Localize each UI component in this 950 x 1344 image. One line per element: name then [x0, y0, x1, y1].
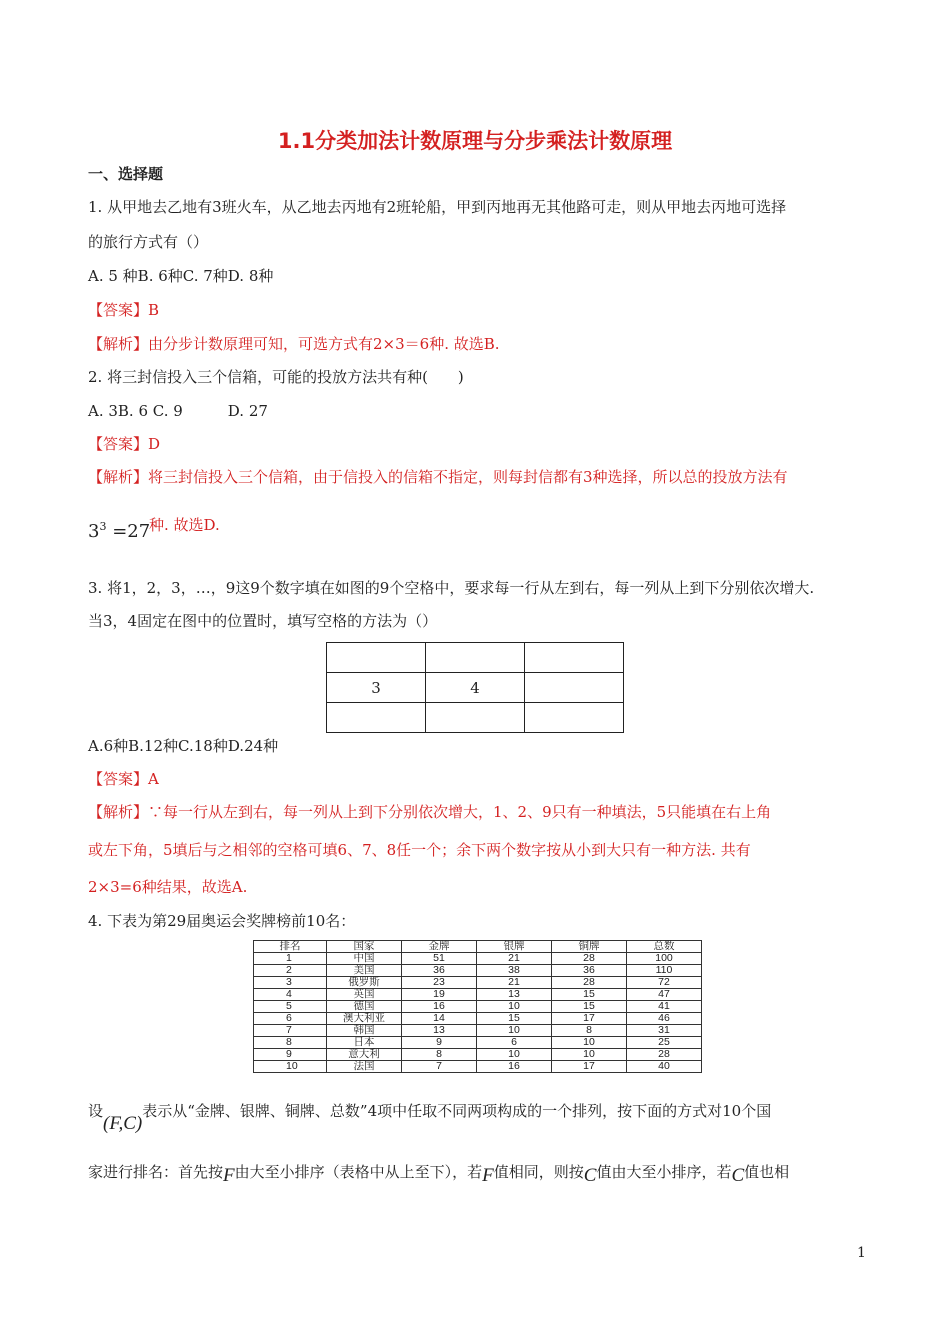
table-cell: 法国 — [327, 1061, 402, 1073]
q4-text-segment: 值也相 — [744, 1163, 790, 1181]
column-header: 金牌 — [402, 941, 477, 953]
table-cell: 28 — [627, 1049, 702, 1061]
q2-formula — [88, 520, 150, 542]
table-row — [254, 1049, 702, 1061]
table-cell: 17 — [552, 1013, 627, 1025]
table-cell: 17 — [552, 1061, 627, 1073]
q3-stem-line1: 3. 将1，2，3，…，9这9个数字填在如图的9个空格中，要求每一行从左到右，每一列从上到下分别依次增大. — [88, 579, 815, 597]
pair-notation: (F,C) — [103, 1113, 143, 1134]
q2-answer: 【答案】D — [88, 435, 161, 453]
grid-cell: 4 — [426, 673, 525, 703]
table-row — [254, 1001, 702, 1013]
table-cell: 3 — [254, 977, 327, 989]
table-row — [254, 953, 702, 965]
column-header: 排名 — [254, 941, 327, 953]
table-cell: 韩国 — [327, 1025, 402, 1037]
table-cell: 10 — [477, 1049, 552, 1061]
table-cell: 16 — [477, 1061, 552, 1073]
table-cell: 日本 — [327, 1037, 402, 1049]
page-number: 1 — [857, 1245, 866, 1261]
q3-analysis-line3: 2×3=6种结果，故选A. — [88, 878, 248, 896]
table-cell: 14 — [402, 1013, 477, 1025]
table-cell: 4 — [254, 989, 327, 1001]
table-cell: 110 — [627, 965, 702, 977]
page-title: 1.1分类加法计数原理与分步乘法计数原理 — [277, 129, 673, 153]
table-cell: 46 — [627, 1013, 702, 1025]
table-cell: 23 — [402, 977, 477, 989]
table-cell: 8 — [254, 1037, 327, 1049]
table-cell: 25 — [627, 1037, 702, 1049]
table-cell: 19 — [402, 989, 477, 1001]
var-f: F — [482, 1165, 494, 1186]
table-cell: 21 — [477, 977, 552, 989]
q4-text-segment: 值相同，则按 — [493, 1163, 584, 1181]
table-cell: 100 — [627, 953, 702, 965]
q3-stem-line2: 当3，4固定在图中的位置时，填写空格的方法为（） — [88, 612, 438, 630]
q4-text-segment: 家进行排名：首先按 — [88, 1163, 224, 1181]
table-cell: 36 — [402, 965, 477, 977]
table-cell: 40 — [627, 1061, 702, 1073]
q2-options: A. 3B. 6 C. 9 D. 27 — [88, 402, 268, 420]
column-header: 国家 — [327, 941, 402, 953]
table-row — [254, 1037, 702, 1049]
table-cell: 47 — [627, 989, 702, 1001]
table-cell: 8 — [552, 1025, 627, 1037]
q1-answer: 【答案】B — [88, 301, 160, 319]
q3-options: A.6种B.12种C.18种D.24种 — [88, 737, 279, 755]
q1-options: A. 5 种B. 6种C. 7种D. 8种 — [88, 267, 274, 285]
table-cell: 5 — [254, 1001, 327, 1013]
q4-text-line2 — [88, 1161, 790, 1186]
q4-text-line1 — [88, 1100, 772, 1134]
q3-analysis-line1: 【解析】∵每一行从左到右，每一列从上到下分别依次增大，1、2、9只有一种填法，5只能填在右上角 — [88, 803, 772, 821]
table-cell: 15 — [552, 1001, 627, 1013]
number-grid — [326, 642, 624, 733]
medal-table — [253, 940, 702, 1073]
table-cell: 9 — [402, 1037, 477, 1049]
table-cell: 俄罗斯 — [327, 977, 402, 989]
table-cell: 31 — [627, 1025, 702, 1037]
column-header: 银牌 — [477, 941, 552, 953]
column-header: 总数 — [627, 941, 702, 953]
table-cell: 10 — [552, 1049, 627, 1061]
table-cell: 10 — [552, 1037, 627, 1049]
table-cell: 15 — [552, 989, 627, 1001]
table-cell: 德国 — [327, 1001, 402, 1013]
q4-text-body: 表示从“金牌、银牌、铜牌、总数”4项中任取不同两项构成的一个排列，按下面的方式对10个国 — [142, 1102, 772, 1120]
var-c: C — [583, 1165, 597, 1186]
table-cell: 英国 — [327, 989, 402, 1001]
table-cell: 9 — [254, 1049, 327, 1061]
table-cell: 8 — [402, 1049, 477, 1061]
grid-cell — [327, 703, 426, 733]
q4-text-segment: 值由大至小排序，若 — [596, 1163, 732, 1181]
table-cell: 13 — [477, 989, 552, 1001]
formula-exponent: 3 — [99, 520, 107, 533]
table-cell: 10 — [477, 1025, 552, 1037]
table-cell: 澳大利亚 — [327, 1013, 402, 1025]
section-heading: 一、选择题 — [88, 165, 164, 183]
grid-cell — [327, 643, 426, 673]
q2-stem: 2. 将三封信投入三个信箱，可能的投放方法共有种( ) — [88, 368, 464, 386]
q1-stem-line1: 1. 从甲地去乙地有3班火车，从乙地去丙地有2班轮船，甲到丙地再无其他路可走，则从甲地去丙地可选择 — [88, 198, 787, 216]
q2-analysis: 【解析】将三封信投入三个信箱，由于信投入的信箱不指定，则每封信都有3种选择，所以总的投放方法有 — [88, 468, 788, 486]
q3-answer: 【答案】A — [88, 770, 159, 788]
table-cell: 2 — [254, 965, 327, 977]
grid-cell — [525, 643, 624, 673]
q1-analysis: 【解析】由分步计数原理可知，可选方式有2×3＝6种. 故选B. — [88, 335, 500, 353]
table-cell: 7 — [402, 1061, 477, 1073]
table-header-row — [254, 941, 702, 953]
table-cell: 1 — [254, 953, 327, 965]
table-cell: 36 — [552, 965, 627, 977]
q4-stem: 4. 下表为第29届奥运会奖牌榜前10名： — [88, 912, 356, 930]
table-cell: 28 — [552, 977, 627, 989]
table-row — [254, 977, 702, 989]
formula-result: =27 — [112, 521, 151, 542]
table-cell: 中国 — [327, 953, 402, 965]
q3-analysis-line2: 或左下角，5填后与之相邻的空格可填6、7、8任一个；余下两个数字按从小到大只有一种方法. 共有 — [88, 841, 751, 859]
table-cell: 21 — [477, 953, 552, 965]
grid-cell — [426, 643, 525, 673]
grid-cell — [525, 673, 624, 703]
grid-cell: 3 — [327, 673, 426, 703]
table-cell: 6 — [477, 1037, 552, 1049]
table-cell: 16 — [402, 1001, 477, 1013]
var-c: C — [731, 1165, 745, 1186]
grid-cell — [525, 703, 624, 733]
table-cell: 38 — [477, 965, 552, 977]
table-row — [254, 1013, 702, 1025]
column-header: 铜牌 — [552, 941, 627, 953]
table-row — [254, 1061, 702, 1073]
table-cell: 15 — [477, 1013, 552, 1025]
table-cell: 41 — [627, 1001, 702, 1013]
var-f: F — [223, 1165, 235, 1186]
q1-stem-line2: 的旅行方式有（） — [88, 233, 209, 251]
table-cell: 72 — [627, 977, 702, 989]
formula-base: 3 — [88, 521, 100, 542]
table-cell: 10 — [254, 1061, 327, 1073]
table-cell: 6 — [254, 1013, 327, 1025]
table-row — [254, 1025, 702, 1037]
grid-cell — [426, 703, 525, 733]
table-row — [254, 989, 702, 1001]
table-cell: 28 — [552, 953, 627, 965]
table-cell: 10 — [477, 1001, 552, 1013]
q4-text-segment: 由大至小排序（表格中从上至下），若 — [234, 1163, 483, 1181]
table-cell: 13 — [402, 1025, 477, 1037]
table-cell: 7 — [254, 1025, 327, 1037]
table-cell: 美国 — [327, 965, 402, 977]
q2-tail: 种. 故选D. — [149, 516, 220, 534]
table-row — [254, 965, 702, 977]
table-cell: 意大利 — [327, 1049, 402, 1061]
table-cell: 51 — [402, 953, 477, 965]
q4-text-prefix: 设 — [88, 1102, 104, 1120]
